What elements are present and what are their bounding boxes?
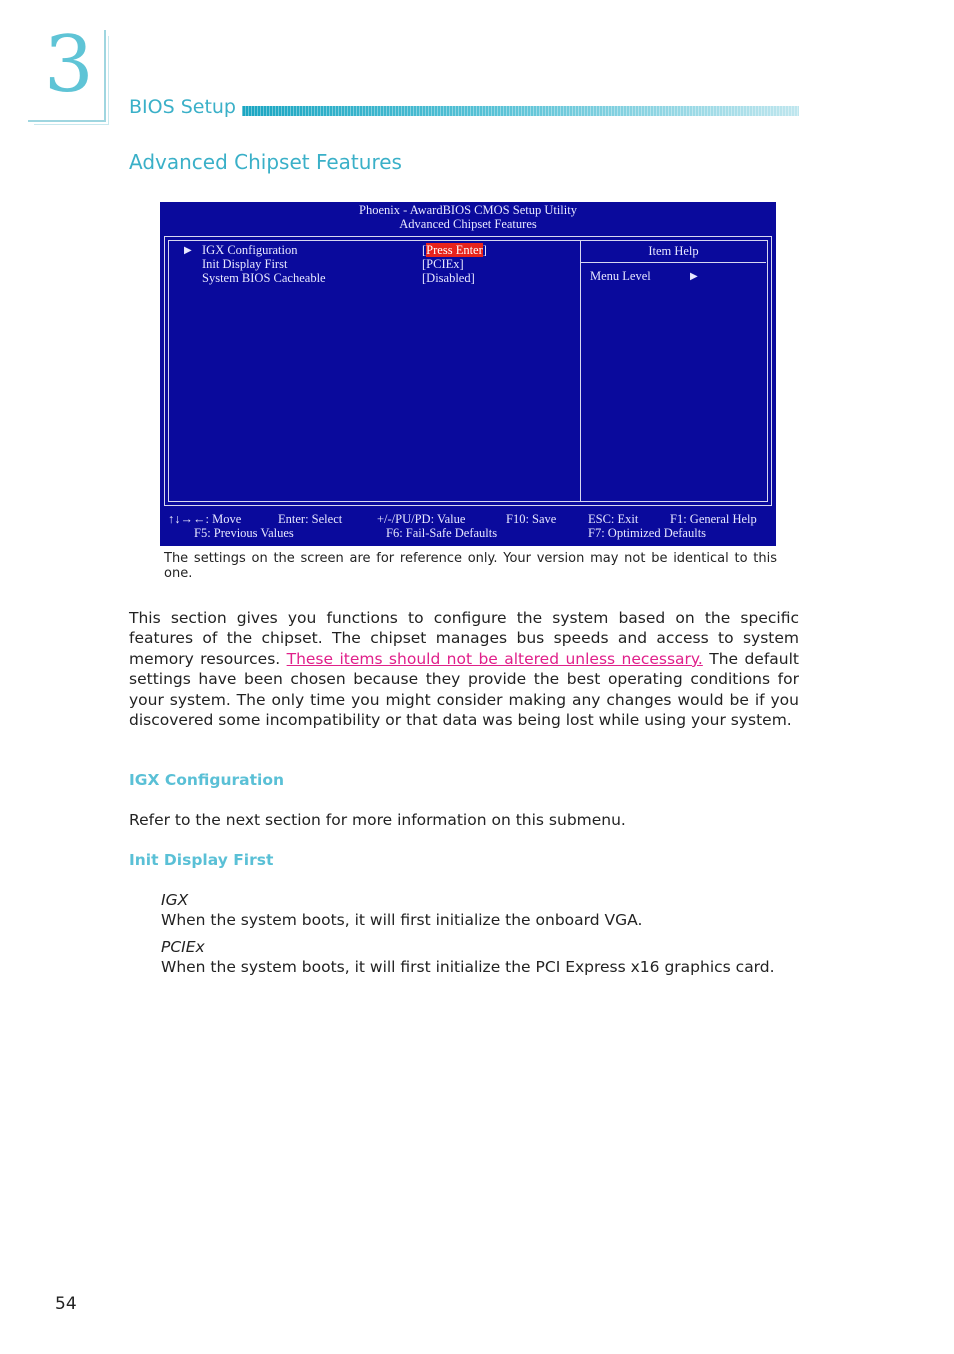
intro-text-before: This section gives you functions to configure the system based on the specific features of the chipset. The chipset manages bus speeds and access to system memory resources. [129,609,799,668]
chapter-number: 3 [44,20,94,110]
screenshot-caption: The settings on the screen are for reference only. Your version may not be identical to this one. [164,551,777,581]
footer-exit: ESC: Exit [588,512,639,526]
bios-item-init-display-first[interactable]: Init Display First [202,257,288,271]
footer-optimized: F7: Optimized Defaults [588,526,707,540]
bios-screen [160,202,776,546]
warning-link: These items should not be altered unless necessary. [286,649,703,668]
bracket-close: ] [482,243,487,257]
bracket-open: [ [422,243,427,257]
footer-enter: Enter: Select [278,512,343,526]
section-label: BIOS Setup [129,96,236,118]
bios-utility-title: Phoenix - AwardBIOS CMOS Setup Utility [359,203,577,217]
menu-level-arrow-icon: ▶ [690,271,698,282]
option-pciex-name: PCIEx [161,938,205,956]
init-display-first-heading: Init Display First [129,851,274,869]
bios-header [160,203,776,231]
footer-save: F10: Save [506,512,557,526]
igx-configuration-heading: IGX Configuration [129,771,285,789]
option-pciex-desc: When the system boots, it will first initialize the PCI Express x16 graphics card. [161,958,775,976]
bios-divider [580,240,581,502]
footer-value: +/-/PU/PD: Value [377,512,466,526]
option-igx-name: IGX [161,891,189,909]
bios-value-init-display-first[interactable]: [PCIEx] [422,257,464,271]
igx-configuration-text: Refer to the next section for more information on this submenu. [129,811,626,829]
title-bar [242,106,799,116]
bios-screen-title: Advanced Chipset Features [399,217,537,231]
menu-level-label: Menu Level [590,269,651,283]
footer-move: ↑↓→←: Move [168,512,242,526]
bios-value-system-bios-cacheable[interactable]: [Disabled] [422,271,475,285]
bios-value-igx-configuration[interactable] [422,243,487,257]
item-help-title: Item Help [648,244,699,258]
page-number: 54 [55,1294,77,1314]
bios-item-igx-configuration[interactable]: IGX Configuration [202,243,298,257]
submenu-arrow-icon: ▶ [184,245,192,256]
footer-general-help: F1: General Help [670,512,757,526]
page-title: Advanced Chipset Features [129,150,402,174]
footer-previous-values: F5: Previous Values [194,526,294,540]
intro-paragraph [129,608,799,730]
bios-item-system-bios-cacheable[interactable]: System BIOS Cacheable [202,271,326,285]
option-igx-desc: When the system boots, it will first initialize the onboard VGA. [161,911,643,929]
help-separator [581,262,766,263]
press-enter-highlight: Press Enter [426,243,483,257]
footer-fail-safe: F6: Fail-Safe Defaults [386,526,498,540]
intro-text-after: The default settings have been chosen because they provide the best operating conditions for your system. The only time you might consider making any changes would be if you discovered some incompatibility or that data was being lost while using your system. [129,649,799,730]
